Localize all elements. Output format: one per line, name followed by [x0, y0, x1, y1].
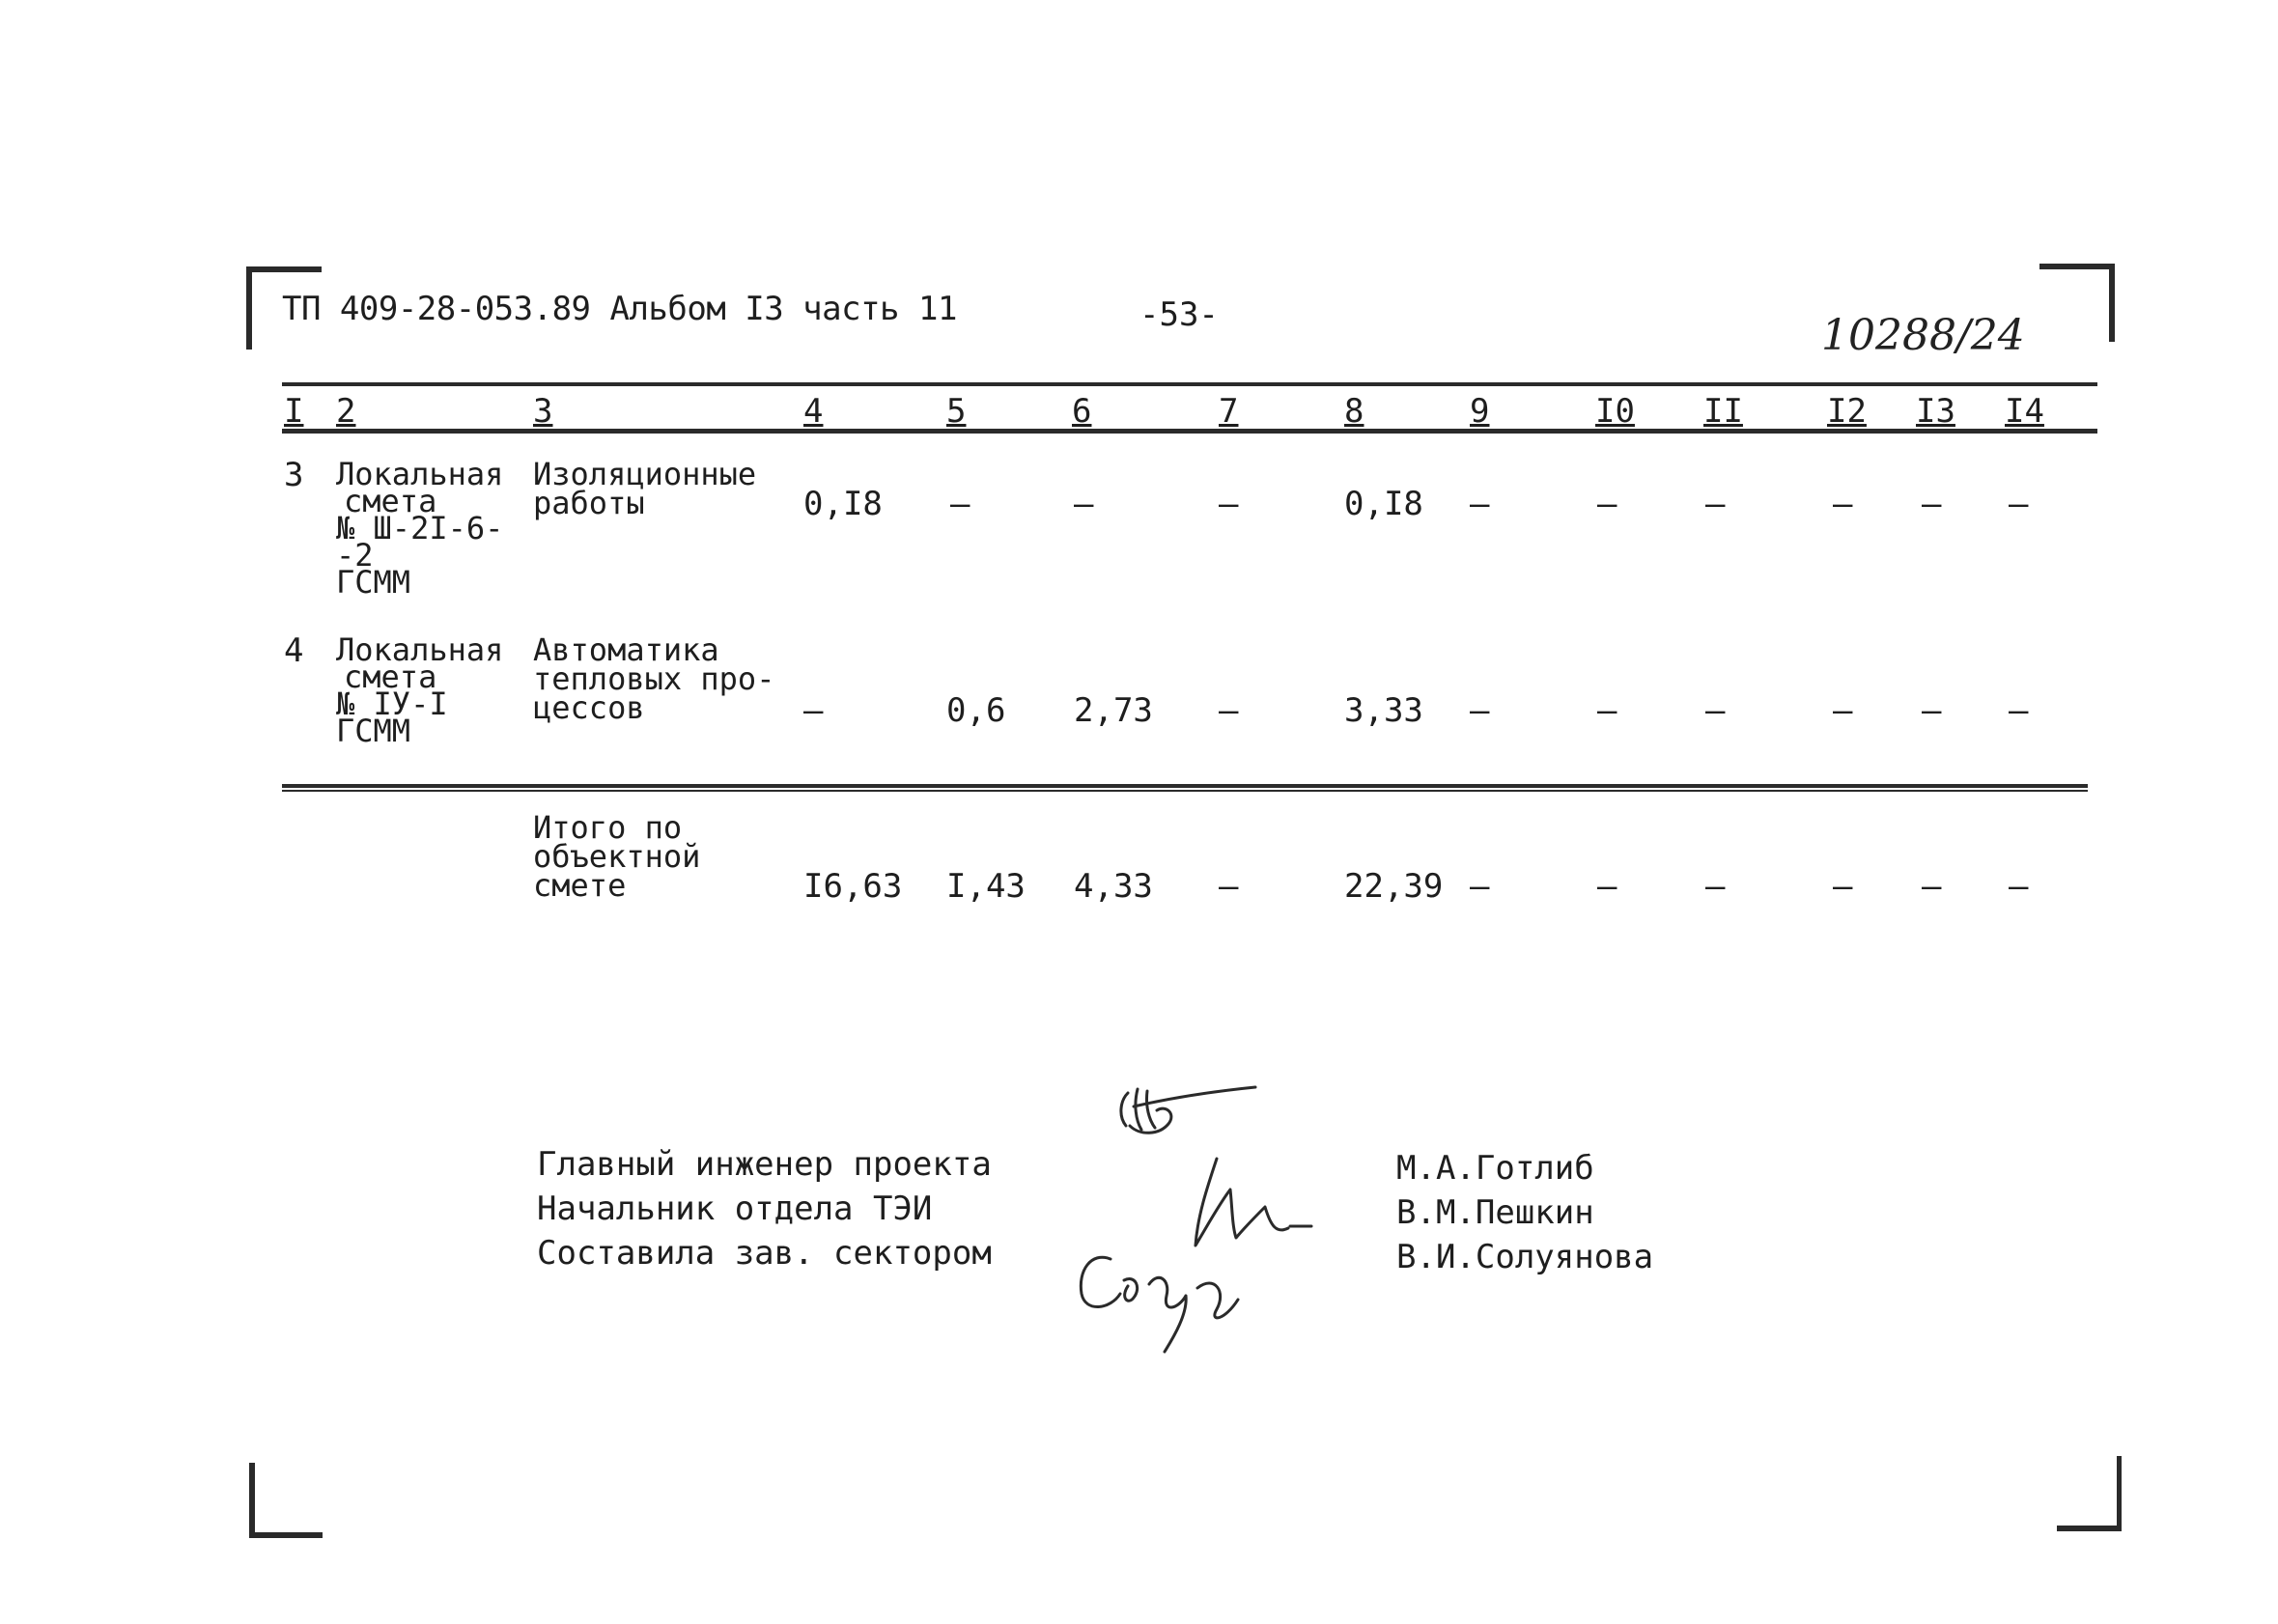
cell-value: – — [1922, 485, 1942, 523]
cell-value: – — [1470, 485, 1490, 523]
page-number: -53- — [1139, 295, 1219, 334]
column-number: 8 — [1344, 392, 1364, 431]
column-number: I2 — [1827, 392, 1867, 431]
cell-value: – — [1219, 485, 1239, 523]
column-number: 7 — [1219, 392, 1239, 431]
handwritten-signatures — [1053, 1081, 1371, 1371]
cell-value: – — [1219, 691, 1239, 730]
column-number: 6 — [1072, 392, 1092, 431]
total-value: – — [1705, 867, 1726, 906]
total-value: – — [1833, 867, 1853, 906]
column-number: I4 — [2005, 392, 2044, 431]
corner-mark-top-right — [2039, 264, 2115, 342]
total-separator-rule-thin — [282, 790, 2088, 792]
table-top-rule — [282, 382, 2097, 386]
work-name-line: тепловых про- — [533, 660, 775, 697]
sheet-number: 10288/24 — [1821, 311, 2025, 360]
header-bottom-rule — [282, 429, 2097, 434]
cell-value: – — [2009, 691, 2029, 730]
cell-value: – — [950, 485, 970, 523]
total-label-line: объектной — [533, 838, 701, 875]
total-value: – — [1922, 867, 1942, 906]
total-value: – — [1470, 867, 1490, 906]
column-number: 9 — [1470, 392, 1490, 431]
estimate-doc-line: ГСММ — [336, 564, 411, 601]
cell-value: – — [1597, 485, 1617, 523]
total-separator-rule — [282, 784, 2088, 788]
corner-mark-bottom-right — [2057, 1456, 2122, 1531]
work-name-line: Изоляционные — [533, 456, 757, 492]
total-value: I6,63 — [803, 867, 903, 906]
work-name-line: работы — [533, 485, 645, 521]
cell-value: 0,6 — [946, 691, 1006, 730]
estimate-doc-line: № IУ-I — [336, 686, 448, 722]
total-value: – — [1219, 867, 1239, 906]
estimate-doc-line: -2 — [336, 537, 374, 574]
signer-role: Начальник отдела ТЭИ — [537, 1190, 933, 1228]
cell-value: – — [1705, 691, 1726, 730]
estimate-doc-line: смета — [344, 658, 437, 695]
estimate-doc-line: Локальная — [336, 631, 504, 668]
total-label-line: смете — [533, 867, 627, 904]
total-value: 22,39 — [1344, 867, 1444, 906]
total-value: I,43 — [946, 867, 1026, 906]
cell-value: – — [1074, 485, 1094, 523]
total-value: 4,33 — [1074, 867, 1153, 906]
signer-name: М.А.Готлиб — [1396, 1149, 1594, 1188]
work-name-line: цессов — [533, 689, 645, 726]
signer-name: В.И.Солуянова — [1396, 1238, 1654, 1276]
cell-value: – — [1470, 691, 1490, 730]
column-number: I3 — [1916, 392, 1955, 431]
cell-value: – — [1922, 691, 1942, 730]
cell-value: – — [2009, 485, 2029, 523]
column-number: II — [1703, 392, 1743, 431]
column-number: 2 — [336, 392, 356, 431]
column-number: I0 — [1595, 392, 1635, 431]
cell-value: 0,I8 — [1344, 485, 1423, 523]
corner-mark-bottom-left — [249, 1463, 323, 1538]
cell-value: – — [1705, 485, 1726, 523]
column-number: 5 — [946, 392, 967, 431]
column-number: I — [284, 392, 304, 431]
cell-value: 3,33 — [1344, 691, 1423, 730]
estimate-doc-line: ГСММ — [336, 713, 411, 749]
total-value: – — [1597, 867, 1617, 906]
estimate-doc-line: Локальная — [336, 456, 504, 492]
signer-name: В.М.Пешкин — [1396, 1193, 1594, 1232]
cell-value: – — [1833, 691, 1853, 730]
cell-value: – — [803, 691, 824, 730]
row-number: 3 — [284, 456, 304, 494]
estimate-doc-line: № Ш-2I-6- — [336, 510, 504, 546]
document-title: ТП 409-28-053.89 Альбом I3 часть 11 — [282, 290, 957, 328]
cell-value: – — [1833, 485, 1853, 523]
column-number: 4 — [803, 392, 824, 431]
row-number: 4 — [284, 631, 304, 670]
column-number: 3 — [533, 392, 553, 431]
signer-role: Составила зав. сектором — [537, 1234, 992, 1273]
cell-value: 2,73 — [1074, 691, 1153, 730]
estimate-doc-line: смета — [344, 483, 437, 519]
cell-value: 0,I8 — [803, 485, 883, 523]
total-label-line: Итого по — [533, 809, 683, 846]
signer-role: Главный инженер проекта — [537, 1145, 992, 1184]
work-name-line: Автоматика — [533, 631, 719, 668]
total-value: – — [2009, 867, 2029, 906]
cell-value: – — [1597, 691, 1617, 730]
